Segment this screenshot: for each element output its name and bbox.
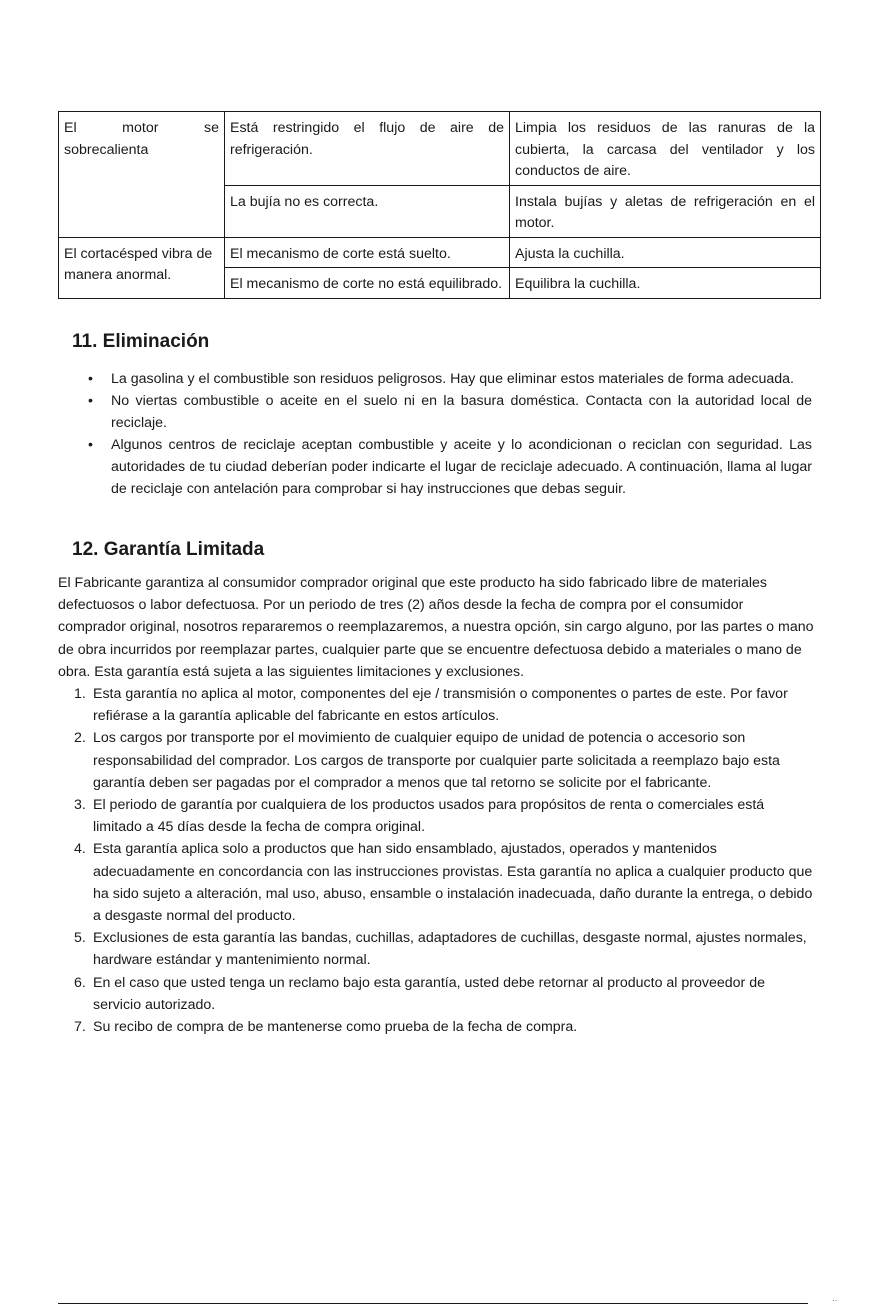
list-item-text: Exclusiones de esta garantía las bandas, cuchillas, adaptadores de cuchillas, desgaste normal, ajustes normales, hardware estándar y mantenimiento normal. [93,930,807,969]
problem-cell: El cortacésped vibra de manera anormal. [59,237,225,298]
list-number: 1. [74,686,86,702]
list-number: 4. [74,841,86,858]
list-item-text: Algunos centros de reciclaje aceptan combustible y aceite y lo acondicionan o reciclan con seguridad. Las autoridades de tu ciudad deberían poder indicarte el lugar de reciclaje adecuado. A continuación, llama al lugar de reciclaje con antelación para comprobar si hay instrucciones que debas seguir. [111,437,812,497]
list-number: 5. [74,930,86,947]
list-number: 6. [74,974,86,991]
cause-cell: El mecanismo de corte no está equilibrado. [225,268,510,299]
bullet-icon: • [88,437,93,453]
disposal-list [74,368,812,500]
list-item-text: No viertas combustible o aceite en el suelo ni en la basura doméstica. Contacta con la autoridad local de reciclaje. [111,393,812,431]
warranty-intro: El Fabricante garantiza al consumidor comprador original que este producto ha sido fabricado libre de materiales defectuosos o labor defectuosa. Por un periodo de tres (2) años desde la fecha de compra por el consumidor comprador original, nosotros repararemos o reemplazaremos, a nuestra opción, sin cargo alguno, por las partes o mano de obra incurridos por reemplazar partes, cualquier parte que se encuentre defectuosa debido a materiales o mano de obra. Esta garantía está sujeta a las siguientes limitaciones y exclusiones. [58,575,814,680]
bullet-icon: • [88,371,93,387]
list-item-text: La gasolina y el combustible son residuos peligrosos. Hay que eliminar estos materiales de forma adecuada. [111,371,794,387]
cause-cell: El mecanismo de corte está suelto. [225,237,510,268]
cause-cell: La bujía no es correcta. [225,185,510,237]
troubleshooting-table [58,111,821,299]
list-item [58,727,814,794]
section-title-warranty: 12. Garantía Limitada [72,539,265,560]
section-title-disposal: 11. Eliminación [72,331,210,352]
list-number: 3. [74,797,86,814]
list-item [74,368,812,390]
list-number: 7. [74,1019,86,1036]
problem-cell: El motor se sobrecalienta [59,112,225,238]
solution-cell: Limpia los residuos de las ranuras de la cubierta, la carcasa del ventilador y los conductos de aire. [510,112,821,186]
page-number: ·· [832,1296,838,1305]
list-item-text: Esta garantía no aplica al motor, componentes del eje / transmisión o componentes o partes de este. Por favor refiérase a la garantía aplicable del fabricante en estos artículos. [93,686,788,725]
list-item [58,794,814,838]
list-item [74,390,812,434]
solution-cell: Instala bujías y aletas de refrigeración en el motor. [510,185,821,237]
list-number: 2. [74,730,86,747]
cause-cell: Está restringido el flujo de aire de refrigeración. [225,112,510,186]
list-item [58,683,814,727]
list-item-text: Su recibo de compra de be mantenerse como prueba de la fecha de compra. [93,1019,578,1036]
list-item [58,838,814,927]
solution-cell: Equilibra la cuchilla. [510,268,821,299]
list-item-text: Esta garantía aplica solo a productos que han sido ensamblado, ajustados, operados y mantenidos adecuadamente en concordancia con las instrucciones provistas. Esta garantía no aplica a cualquier producto que ha sido sujeto a alteración, mal uso, abuso, ensamble o instalación inadecuada, daño durante la entrega, o debido a desgaste normal del producto. [93,841,813,925]
list-item-text: Los cargos por transporte por el movimiento de cualquier equipo de unidad de potencia o accesorio son responsabilidad del comprador. Los cargos de transporte por cualquier parte solicitada a reemplazo bajo esta garantía deben ser pagadas por el comprador a menos que tal retorno se solicite por el fabricante. [93,730,780,791]
list-item-text: El periodo de garantía por cualquiera de los productos usados para propósitos de renta o comerciales está limitado a 45 días desde la fecha de compra original. [93,797,765,836]
bullet-icon: • [88,393,93,409]
list-item [58,972,814,1016]
list-item [74,434,812,500]
table-row [59,112,821,186]
list-item [58,927,814,971]
table-row [59,237,821,268]
solution-cell: Ajusta la cuchilla. [510,237,821,268]
footer-rule [58,1303,808,1304]
warranty-list [58,683,814,1038]
list-item-text: En el caso que usted tenga un reclamo bajo esta garantía, usted debe retornar al producto al proveedor de servicio autorizado. [93,974,765,1013]
list-item [58,1016,814,1038]
